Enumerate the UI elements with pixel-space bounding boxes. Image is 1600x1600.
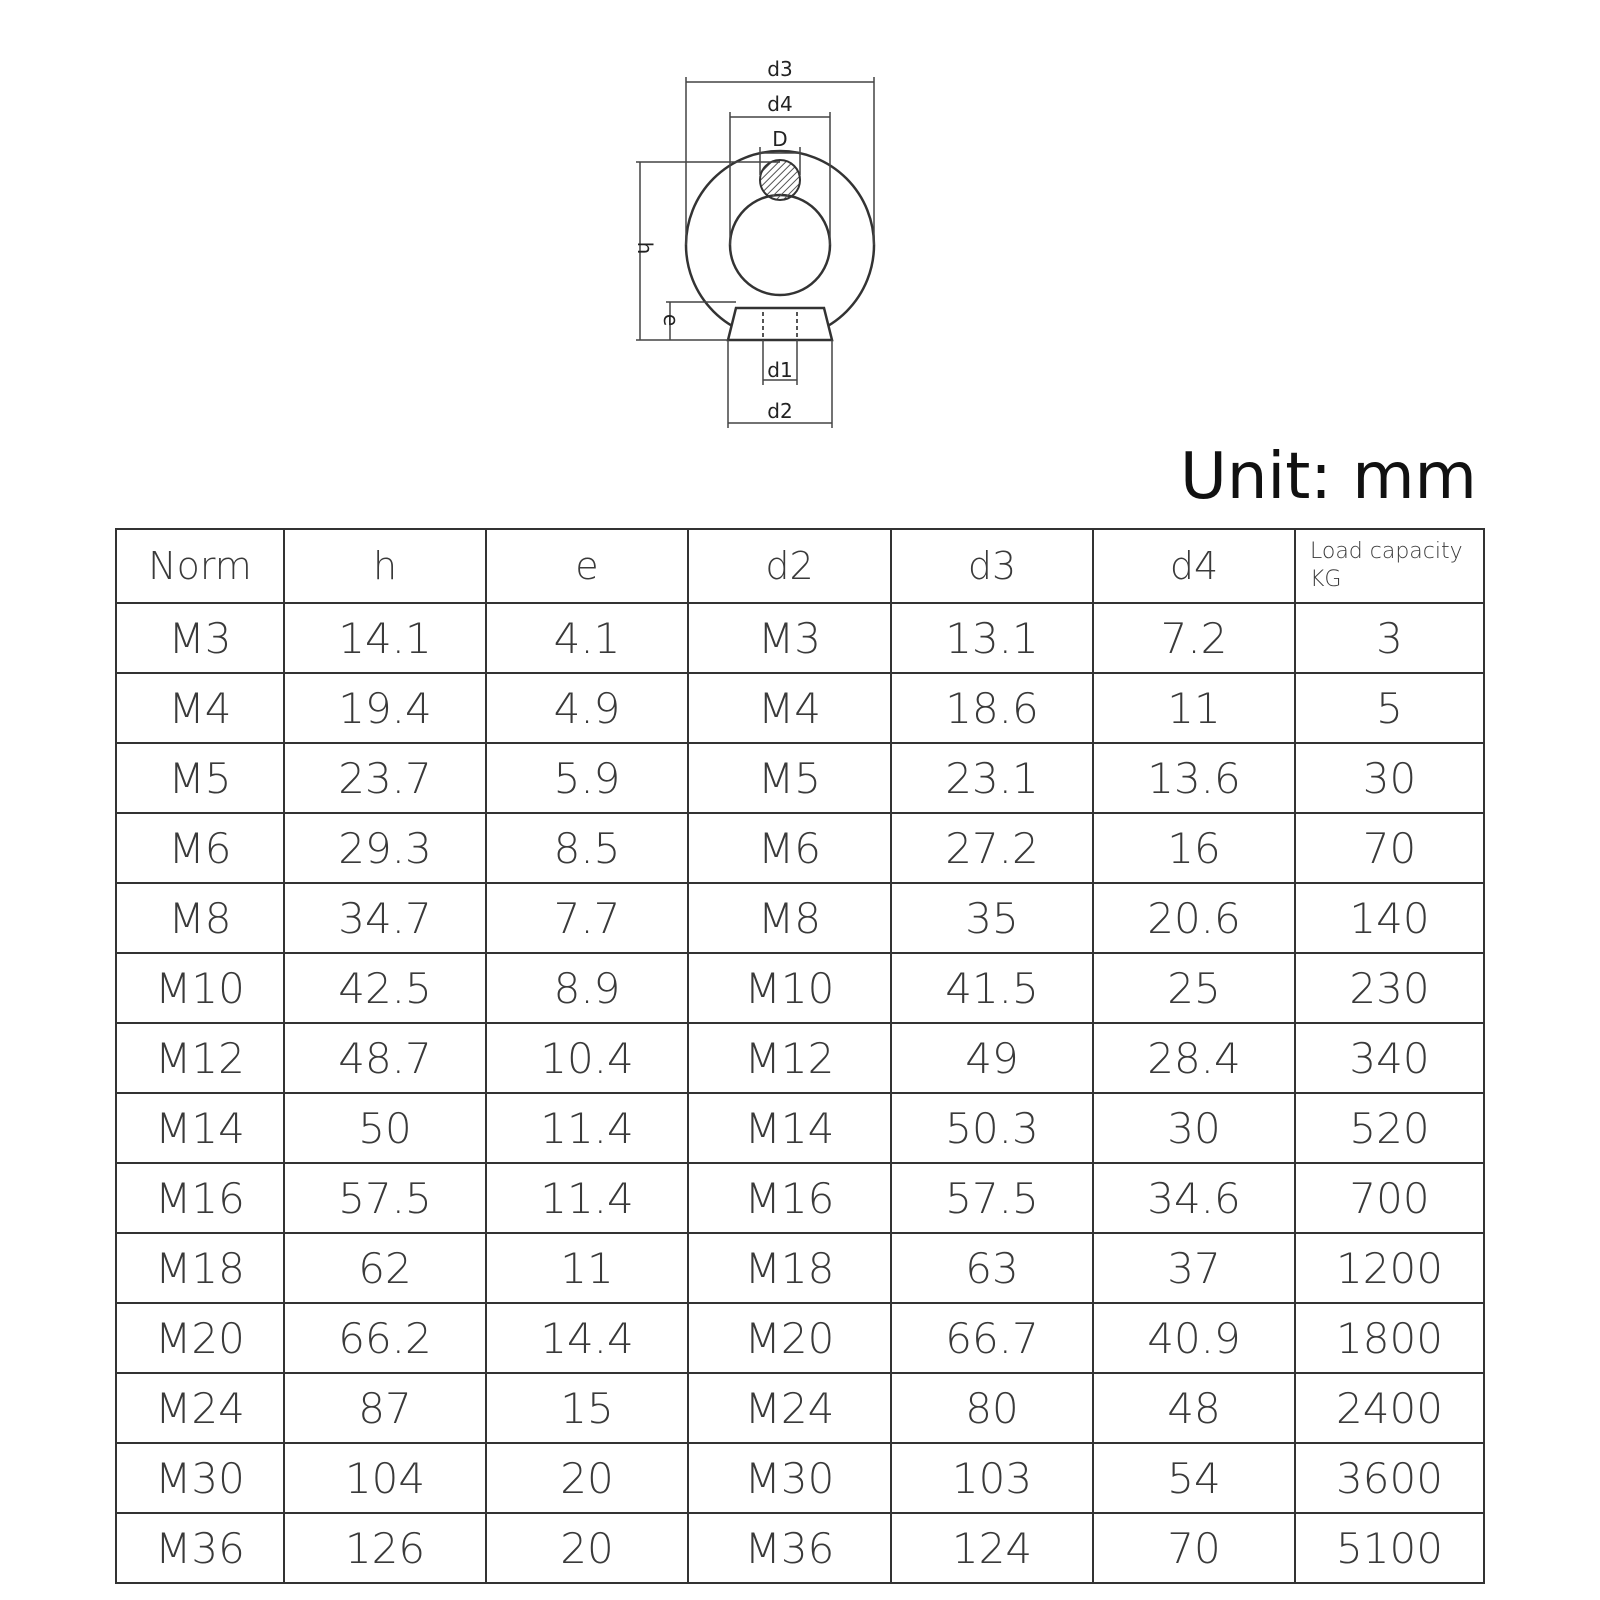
cell-h: 29.3	[284, 813, 486, 883]
cell-h: 104	[284, 1443, 486, 1513]
cell-e: 7.7	[486, 883, 688, 953]
cell-e: 14.4	[486, 1303, 688, 1373]
cell-load: 140	[1295, 883, 1484, 953]
cell-d4: 30	[1093, 1093, 1295, 1163]
cell-d2: M20	[688, 1303, 891, 1373]
cell-d4: 70	[1093, 1513, 1295, 1583]
cell-d2: M30	[688, 1443, 891, 1513]
cell-d4: 54	[1093, 1443, 1295, 1513]
header-norm: Norm	[116, 529, 284, 603]
cell-norm: M30	[116, 1443, 284, 1513]
cell-e: 8.5	[486, 813, 688, 883]
cell-d2: M10	[688, 953, 891, 1023]
label-d4: d4	[767, 92, 793, 116]
cell-e: 15	[486, 1373, 688, 1443]
cell-d2: M5	[688, 743, 891, 813]
spec-table-body	[116, 529, 1484, 1583]
cell-load: 230	[1295, 953, 1484, 1023]
unit-label: Unit: mm	[1180, 440, 1477, 514]
table-header-row	[116, 529, 1484, 603]
cell-d2: M36	[688, 1513, 891, 1583]
dimension-lines	[636, 77, 874, 428]
table-row	[116, 1303, 1484, 1373]
cell-h: 57.5	[284, 1163, 486, 1233]
cell-e: 4.9	[486, 673, 688, 743]
table-row	[116, 1443, 1484, 1513]
cell-load: 520	[1295, 1093, 1484, 1163]
table-row	[116, 743, 1484, 813]
cell-d2: M12	[688, 1023, 891, 1093]
cell-d3: 63	[891, 1233, 1093, 1303]
header-e: e	[486, 529, 688, 603]
cell-d2: M6	[688, 813, 891, 883]
cell-e: 11.4	[486, 1093, 688, 1163]
cell-d4: 37	[1093, 1233, 1295, 1303]
cell-d4: 16	[1093, 813, 1295, 883]
cell-d3: 35	[891, 883, 1093, 953]
label-e: e	[659, 313, 683, 327]
cell-d3: 124	[891, 1513, 1093, 1583]
cell-load: 30	[1295, 743, 1484, 813]
cell-norm: M6	[116, 813, 284, 883]
cell-d4: 11	[1093, 673, 1295, 743]
eye-nut-diagram	[600, 50, 940, 450]
table-row	[116, 813, 1484, 883]
cell-h: 126	[284, 1513, 486, 1583]
header-d2: d2	[688, 529, 891, 603]
cell-d4: 48	[1093, 1373, 1295, 1443]
cell-d4: 40.9	[1093, 1303, 1295, 1373]
label-d2: d2	[767, 399, 793, 423]
header-d3: d3	[891, 529, 1093, 603]
table-row	[116, 1233, 1484, 1303]
cell-h: 19.4	[284, 673, 486, 743]
cell-e: 5.9	[486, 743, 688, 813]
cell-d4: 7.2	[1093, 603, 1295, 673]
cell-h: 14.1	[284, 603, 486, 673]
cell-norm: M4	[116, 673, 284, 743]
cell-h: 42.5	[284, 953, 486, 1023]
cell-d3: 57.5	[891, 1163, 1093, 1233]
cell-h: 48.7	[284, 1023, 486, 1093]
cell-load: 2400	[1295, 1373, 1484, 1443]
table-row	[116, 1023, 1484, 1093]
cell-d2: M8	[688, 883, 891, 953]
cell-d3: 50.3	[891, 1093, 1093, 1163]
cell-load: 340	[1295, 1023, 1484, 1093]
label-h: h	[633, 241, 657, 255]
cell-d3: 23.1	[891, 743, 1093, 813]
cell-norm: M12	[116, 1023, 284, 1093]
cell-d3: 27.2	[891, 813, 1093, 883]
table-row	[116, 1093, 1484, 1163]
header-load-capacity-unit: KG	[1310, 567, 1342, 592]
cell-d2: M4	[688, 673, 891, 743]
cell-norm: M10	[116, 953, 284, 1023]
cell-d4: 13.6	[1093, 743, 1295, 813]
cell-h: 87	[284, 1373, 486, 1443]
cell-d3: 18.6	[891, 673, 1093, 743]
cell-d4: 28.4	[1093, 1023, 1295, 1093]
spec-table	[115, 528, 1485, 1584]
cell-load: 3	[1295, 603, 1484, 673]
cell-d2: M16	[688, 1163, 891, 1233]
cell-e: 20	[486, 1443, 688, 1513]
cell-d4: 25	[1093, 953, 1295, 1023]
cell-e: 11	[486, 1233, 688, 1303]
cell-load: 5	[1295, 673, 1484, 743]
cell-norm: M8	[116, 883, 284, 953]
cell-d3: 66.7	[891, 1303, 1093, 1373]
cell-load: 1200	[1295, 1233, 1484, 1303]
cell-load: 5100	[1295, 1513, 1484, 1583]
cell-d3: 41.5	[891, 953, 1093, 1023]
cell-norm: M3	[116, 603, 284, 673]
cell-d2: M14	[688, 1093, 891, 1163]
cell-norm: M5	[116, 743, 284, 813]
cell-load: 1800	[1295, 1303, 1484, 1373]
cell-d2: M24	[688, 1373, 891, 1443]
cell-h: 34.7	[284, 883, 486, 953]
cell-d2: M18	[688, 1233, 891, 1303]
cell-load: 700	[1295, 1163, 1484, 1233]
header-load-capacity	[1295, 529, 1484, 603]
cell-norm: M18	[116, 1233, 284, 1303]
cell-load: 70	[1295, 813, 1484, 883]
label-D: D	[772, 127, 788, 151]
cell-norm: M14	[116, 1093, 284, 1163]
cross-section-d	[760, 160, 800, 200]
cell-norm: M24	[116, 1373, 284, 1443]
cell-norm: M20	[116, 1303, 284, 1373]
cell-e: 4.1	[486, 603, 688, 673]
cell-d2: M3	[688, 603, 891, 673]
cell-e: 11.4	[486, 1163, 688, 1233]
cell-d3: 13.1	[891, 603, 1093, 673]
cell-e: 8.9	[486, 953, 688, 1023]
header-h: h	[284, 529, 486, 603]
table-row	[116, 673, 1484, 743]
nut-base	[728, 308, 832, 340]
table-row	[116, 883, 1484, 953]
cell-norm: M16	[116, 1163, 284, 1233]
header-d4: d4	[1093, 529, 1295, 603]
table-row	[116, 1513, 1484, 1583]
cell-d4: 20.6	[1093, 883, 1295, 953]
cell-d3: 80	[891, 1373, 1093, 1443]
cell-e: 10.4	[486, 1023, 688, 1093]
table-row	[116, 1163, 1484, 1233]
label-d3: d3	[767, 57, 793, 81]
label-d1: d1	[767, 358, 793, 382]
table-row	[116, 953, 1484, 1023]
header-load-capacity-line1: Load capacity	[1310, 539, 1463, 564]
cell-norm: M36	[116, 1513, 284, 1583]
cell-d4: 34.6	[1093, 1163, 1295, 1233]
table-row	[116, 603, 1484, 673]
cell-h: 62	[284, 1233, 486, 1303]
table-row	[116, 1373, 1484, 1443]
cell-h: 66.2	[284, 1303, 486, 1373]
cell-load: 3600	[1295, 1443, 1484, 1513]
cell-d3: 103	[891, 1443, 1093, 1513]
cell-h: 50	[284, 1093, 486, 1163]
cell-h: 23.7	[284, 743, 486, 813]
cell-e: 20	[486, 1513, 688, 1583]
cell-d3: 49	[891, 1023, 1093, 1093]
